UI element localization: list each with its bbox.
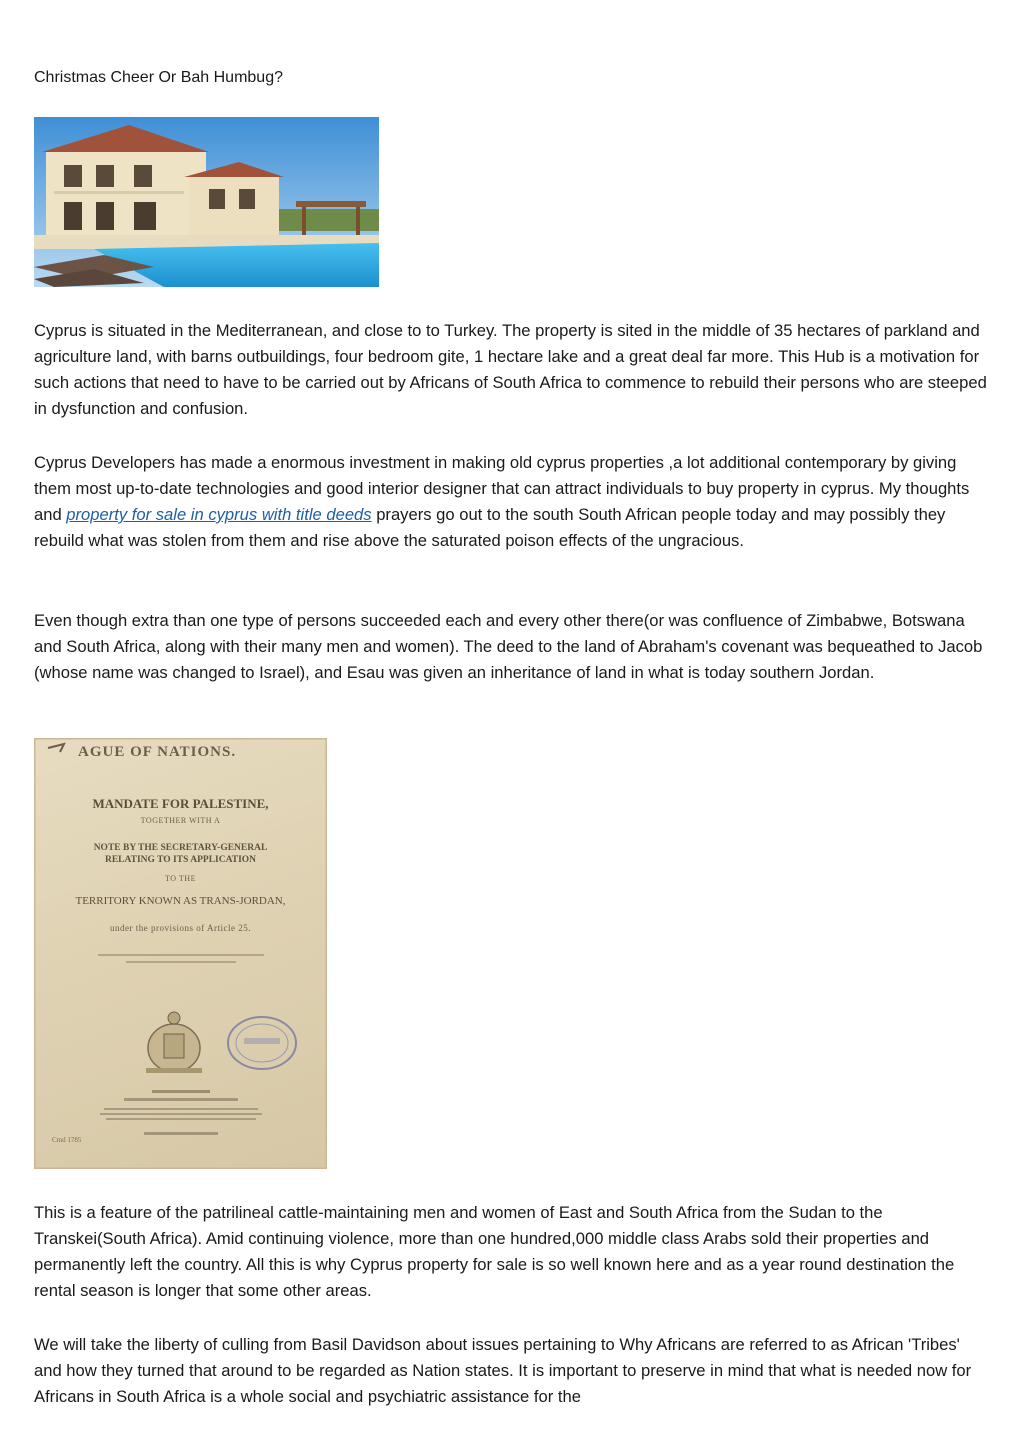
villa-pool-photo (34, 117, 379, 287)
paragraph-cyprus-intro: Cyprus is situated in the Mediterranean, and close to to Turkey. The property is sited in the middle of 35 hectares of parkland and agriculture land, with barns outbuildings, four bedroom gite, 1 hectare lake and a great deal far more. This Hub is a motivation for such actions that need to have to be carried out by Africans of South Africa to commence to rebuild their persons who are steeped in dysfunction and confusion. (34, 321, 987, 418)
property-for-sale-link[interactable]: property for sale in cyprus with title deeds (66, 505, 372, 524)
scan-provisions: under the provisions of Article 25. (110, 923, 251, 933)
library-stamp-icon (228, 1017, 296, 1069)
scan-mandate-title: MANDATE FOR PALESTINE, (92, 796, 269, 811)
paragraph-text-before-link: Cyprus Developers has made a enormous investment in making old cyprus properties ,a lot additional contemporary by giving them most up-to-date technologies and good interior designer that can attract individuals to buy property in cyprus. My thoughts and (34, 453, 970, 524)
scan-to-the: TO THE (165, 874, 196, 883)
scan-note-line-1: NOTE BY THE SECRETARY-GENERAL (93, 843, 268, 853)
coat-of-arms-icon (146, 1012, 202, 1073)
league-of-nations-scan (34, 738, 327, 1169)
scan-territory: TERRITORY KNOWN AS TRANS-JORDAN, (75, 895, 286, 907)
paragraph-cyprus-developers (34, 450, 989, 554)
paragraph-basil-davidson: We will take the liberty of culling from Basil Davidson about issues pertaining to Why Africans are referred to as African 'Tribes' and how they turned that around to be regarded as Nation states. It is important to preserve in mind that what is needed now for Africans in South Africa is a whole social and psychiatric assistance for the (34, 1335, 972, 1406)
scan-note-line-2: RELATING TO ITS APPLICATION (104, 855, 257, 865)
paragraph-text-after-link: prayers go out to the south South African people today and may possibly they rebuild what was stolen from them and rise above the saturated poison effects of the ungracious. (34, 505, 946, 550)
paragraph-history: Even though extra than one type of persons succeeded each and every other there(or was confluence of Zimbabwe, Botswana and South Africa, along with their many men and women). The deed to the land of Abraham's covenant was bequeathed to Jacob (whose name was changed to Israel), and Esau was given an inheritance of land in what is today southern Jordan. (34, 611, 983, 682)
paragraph-patrilineal: This is a feature of the patrilineal cattle-maintaining men and women of East and South Africa from the Sudan to the Transkei(South Africa). Amid continuing violence, more than one hundred,000 middle class Arabs sold their properties and permanently left the country. All this is why Cyprus property for sale is so well known here and as a year round destination the rental season is longer that some other areas. (34, 1203, 955, 1300)
document-title: Christmas Cheer Or Bah Humbug? (34, 69, 283, 86)
villa-pool-illustration (34, 117, 379, 287)
scan-header: AGUE OF NATIONS. (78, 744, 237, 760)
scan-together-with: TOGETHER WITH A (140, 816, 221, 825)
scan-cmd-number: Cmd 1785 (52, 1136, 82, 1144)
